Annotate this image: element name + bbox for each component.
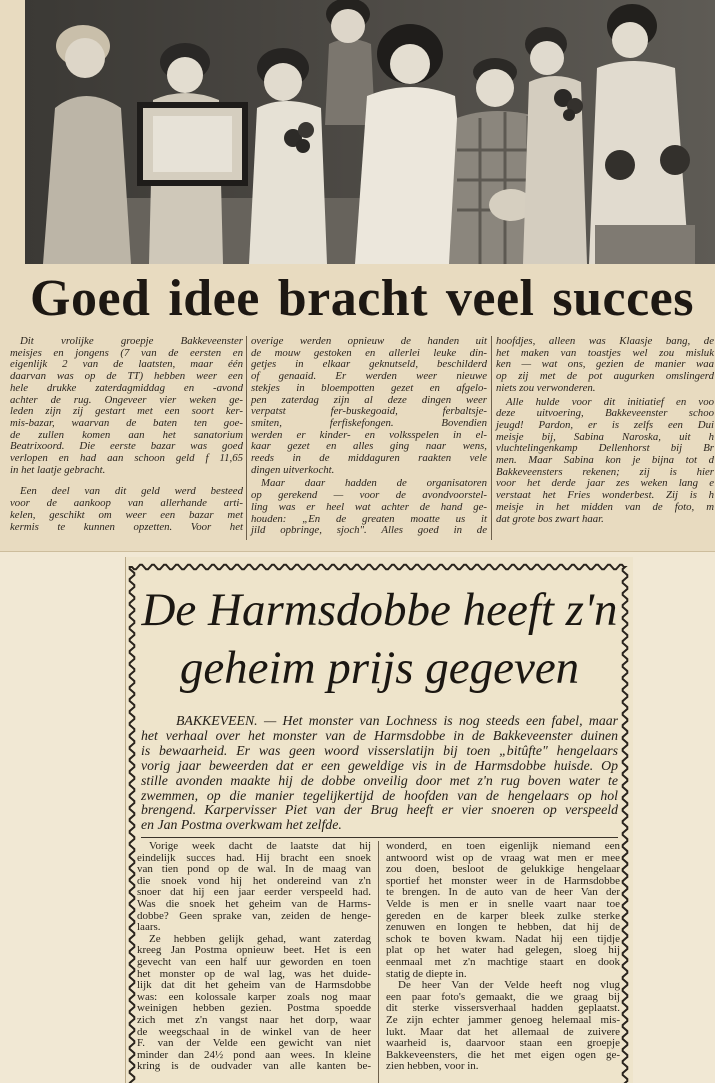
text-line: Bakkeveensters rekenen; zij is hier <box>496 465 714 478</box>
text-line: Beatrixoord. Die eerste bazar was goed <box>10 440 243 453</box>
text-line: reeds in de middaguren raakten vele <box>251 452 487 465</box>
text-line: dingen uitverkocht. <box>251 463 335 476</box>
text-line: voor het derde jaar zes weken lang e <box>496 477 714 490</box>
text-line: meisje in het midden van de foto, m <box>496 500 714 513</box>
text-line: smiten, ferfiskefongen. Bovendien <box>251 416 487 429</box>
text-line: Ze hebben gelijk gehad, want zaterdag <box>149 932 371 945</box>
text-line: verlopen en had aan schoon geld f 11,65 <box>10 452 243 465</box>
text-line: overige werden opnieuw de handen uit <box>251 335 487 347</box>
text-line: Velde is men er in snelle vaart naar toe <box>386 897 620 910</box>
group-photo <box>25 0 715 264</box>
text-line: de zullen komen aan het sanatorium <box>10 428 243 441</box>
text-line: niets zou verwonderen. <box>496 381 596 394</box>
text-line: leden zijn zij gestart met een soort ker- <box>10 405 243 418</box>
text-line: zwemmen, op die manier tegelijkertijd de hoofden van de hengelaars op hol <box>141 787 618 803</box>
article-column <box>137 841 371 1073</box>
text-line: plat op het water had gelegen, sloeg hij <box>386 944 620 957</box>
text-line: voor de aankoop van allerhande arti- <box>10 497 243 510</box>
article-column <box>251 336 487 537</box>
headline <box>126 581 633 697</box>
text-line: werden er kinder- en volksspelen in el- <box>251 428 487 441</box>
text-line: dobbe? Geen sprake van, zeiden de henge- <box>137 909 371 922</box>
text-line: van tien pond op de wal. In de maag van <box>137 863 371 876</box>
text-line: Dit vrolijke groepje Bakkeveenster <box>20 335 243 347</box>
text-line: het verhaal over het monster van de Harmsdobbe in de Bakkeveenster duinen <box>141 727 618 743</box>
text-line: Bakkeveensters, die het met eigen ogen ge- <box>386 1048 620 1061</box>
text-line: de mouw gestoken en allerlei leuke din- <box>251 346 487 359</box>
paragraph <box>137 934 371 1073</box>
text-line: sportief het monster weer in de Harmsdobbe <box>386 874 620 887</box>
paragraph <box>496 397 714 526</box>
text-line: laars. <box>137 921 161 934</box>
text-line: hele drukke zaterdagmiddag en -avond <box>10 381 243 394</box>
text-line: Ze zijn echter jammer genoeg helemaal mis- <box>386 1013 620 1026</box>
text-line: een paar foto's gemaakt, die we graag bij <box>386 990 620 1003</box>
text-line: ling was er heel wat achter de hand ge- <box>251 500 487 513</box>
text-line: Een deel van dit geld werd besteed <box>20 485 243 498</box>
text-line: lijk dat dit het geheim van de Harmsdobbe <box>137 979 371 992</box>
text-line: De heer Van der Velde heeft nog vlug <box>398 979 620 992</box>
text-line: houden: „En de greaten moatte us it <box>251 512 487 525</box>
text-line: verstaat het Fries wonderbest. Zij is h <box>496 489 714 502</box>
text-line: zien hebben, voor in. <box>386 1060 479 1073</box>
text-line: vorig jaar beweerden dat er een geweldige vis in de Harmsdobbe huisde. Op <box>141 757 618 773</box>
text-line: antwoord wist op de vraag wat men er mee <box>386 851 620 864</box>
text-line: het monster op de wal lag, was het duide- <box>137 967 371 980</box>
text-line: jeugd! Pardon, er is zelfs een Dui <box>496 418 714 431</box>
column-rule <box>378 841 379 1083</box>
text-line: kring is de oudvader van alle kanten be- <box>137 1060 371 1073</box>
text-line: eigenlijk 2 van de laatsten, maar één <box>10 358 243 371</box>
text-line: brengend. Karpervisser Piet van der Brug heeft er vier snoeren op verspeeld <box>141 802 618 818</box>
text-line: zenuwen en longen te hebben, dat hij de <box>386 921 620 934</box>
text-line: Maar daar hadden de organisatoren <box>261 477 487 490</box>
text-line: wonderd, en toen eigenlijk niemand een <box>386 840 620 852</box>
text-line: eenmaal met z'n machtige staart en dook <box>386 955 620 968</box>
text-line: meisjes en jongens (7 van de eersten en <box>10 346 243 359</box>
text-line: men. Maar Sabina kon je bijna tot d <box>496 454 714 467</box>
column-rule <box>246 336 247 540</box>
text-line: zou doen, besloot de gelukkige hengelaar <box>386 863 620 876</box>
text-line: Alle hulde voor dit initiatief en voo <box>506 395 714 408</box>
text-line: kermis te kunnen opzetten. Voor het <box>10 520 243 533</box>
text-line: vluchtelingenkamp Dellenhorst bij Br <box>496 442 714 455</box>
text-line: is bewaarheid. Er was geen woord visserslatijn bij toen „bitûfte" hengelaars <box>141 742 618 758</box>
text-line: te brengen. In de auto van de heer Van der <box>386 886 620 899</box>
text-line: getjes in elkaar geknutseld, beschilderd <box>251 358 487 371</box>
bottom-newspaper-clipping <box>125 557 633 1083</box>
headline-line: De Harmsdobbe heeft z'n <box>141 584 618 636</box>
text-line: stekjes in bloempotten gezet en afgelo- <box>251 381 487 394</box>
column-rule <box>491 336 492 540</box>
text-line: het maken van toastjes wel zou misluk <box>496 346 714 359</box>
text-line: Was die snoek het geheim van de Harms- <box>137 897 371 910</box>
text-line: kelen, geschikt om weer een bazar met <box>10 508 243 521</box>
headline-line: geheim prijs gegeven <box>179 642 580 694</box>
paragraph <box>10 486 243 533</box>
text-line: gevecht van een half uur geworden en toen <box>137 955 371 968</box>
lead-paragraph <box>141 714 618 833</box>
picture-frame <box>140 105 245 183</box>
text-line: en Jan Postma overkwam het zelfde. <box>141 817 342 833</box>
paragraph <box>251 478 487 537</box>
text-line: in het laatje gebracht. <box>10 463 106 476</box>
paragraph <box>496 336 714 395</box>
text-line: de weegschaal in de winkel van de heer <box>137 1025 371 1038</box>
text-line: mis-bazar, waarvan de baten ten goe- <box>10 416 243 429</box>
text-line: dat grote bos zwart haar. <box>496 512 604 525</box>
text-line: Vorige week dacht de laatste dat hij <box>149 840 371 852</box>
text-line: lukt. Maar dat het allemaal de zuivere <box>386 1025 620 1038</box>
text-line: statig de diepte in. <box>386 967 467 980</box>
paragraph <box>386 980 620 1073</box>
paragraph <box>386 841 620 980</box>
text-line: daarvan was op de TT) hebben weer een <box>10 370 243 383</box>
apple-shape <box>605 150 635 180</box>
paragraph <box>137 841 371 934</box>
text-line: BAKKEVEEN. — Het monster van Lochness is nog steeds een fabel, maar <box>176 713 618 728</box>
text-line: kaar gezet en alles ging naar wens, <box>251 440 487 453</box>
headline: Goed idee bracht veel succes <box>30 270 694 327</box>
text-line: schok te boven kwam. Nadat hij een tijdje <box>386 932 620 945</box>
lead-rule <box>141 837 618 838</box>
text-line: kreeg Jan Postma opnieuw beet. Het is een <box>137 944 371 957</box>
article-column <box>386 841 620 1073</box>
text-line: waarheid is, daarvoor staan een groepje <box>386 1037 620 1050</box>
text-line: pen zaterdag zijn al deze dingen weer <box>251 393 487 406</box>
text-line: of genaaid. Er werden weer nieuwe <box>251 370 487 383</box>
text-line: gereden en de karper bleek zulke sterke <box>386 909 620 922</box>
text-line: op gerekend — voor de avondvoorstel- <box>251 489 487 502</box>
paragraph <box>141 714 618 833</box>
text-line: dit sterke vissersverhaal hadden geplaatst. <box>386 1002 620 1015</box>
text-line: meisje bij, Sabina Naroska, uit h <box>496 430 714 443</box>
text-line: jild opbringe, sjoch". Alles goed in de <box>251 524 487 537</box>
text-line: eindelijk succes had. Hij bracht een snoek <box>137 851 371 864</box>
paragraph <box>251 336 487 476</box>
text-line: zich met z'n vangst naar het dorp, waar <box>137 1013 371 1026</box>
text-line: was: een kolossale karper zoals nog maar <box>137 990 371 1003</box>
text-line: achter de rug. Ongeveer vier weken ge- <box>10 393 243 406</box>
text-line: die snoek vond hij het ondereind van z'n <box>137 874 371 887</box>
paragraph <box>10 336 243 476</box>
text-line: weinigen hebben gezien. Postma spoedde <box>137 1002 371 1015</box>
text-line: op zij met de pot augurken omslingerd <box>496 370 714 383</box>
text-line: verpatst fer-buskegoaid, ferbaltsje- <box>251 405 487 418</box>
text-line: F. van der Velde een gewicht van niet <box>137 1037 371 1050</box>
article-column <box>496 336 714 525</box>
text-line: minder dan 24½ pond aan wees. In kleine <box>137 1048 371 1061</box>
text-line: deze uitvoering, Bakkeveenster schoo <box>496 407 714 420</box>
text-line: ken — wat ons, gezien de manier waa <box>496 358 714 371</box>
text-line: stille avonden maakte hij de dobbe onveilig door met z'n rug boven water te <box>141 772 618 788</box>
text-line: hoofdjes, alleen was Klaasje bang, de <box>496 335 714 347</box>
text-line: snoer dat hij een jaar eerder verspeeld had. <box>137 886 371 899</box>
article-column <box>10 336 243 533</box>
apple-shape <box>660 145 690 175</box>
